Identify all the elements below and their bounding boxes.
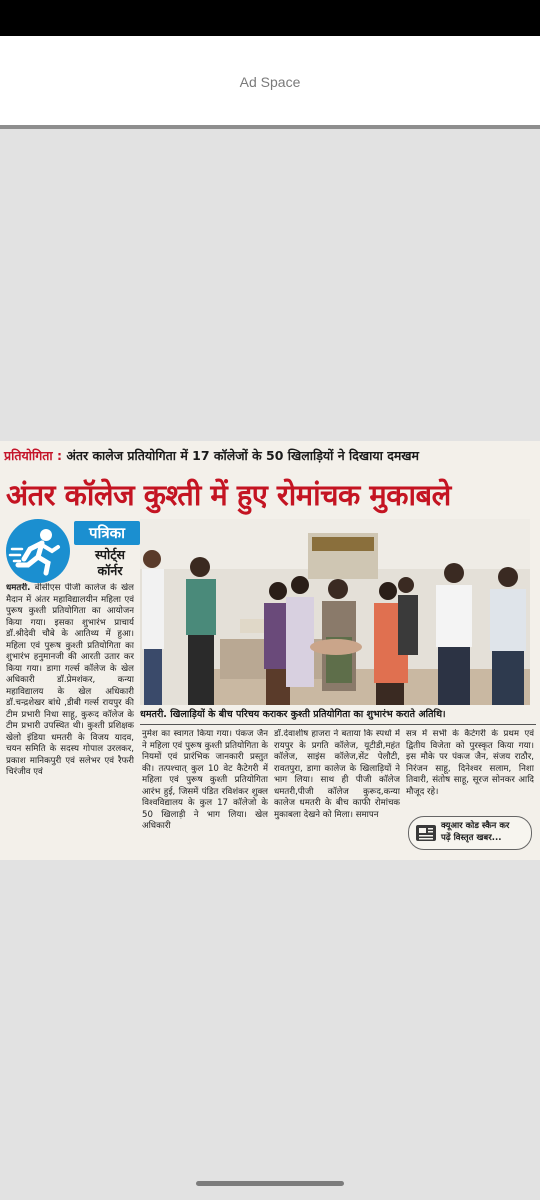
- article-column-2: नुमेश का स्वागत किया गया। पंकज जैन ने महिला एवं पुरूष कुश्ती प्रतियोगिता के नियमों एवं प्रारंभिक जानकारी प्रस्तुत की। तत्पश्चात् कुल 10 वेट कैटेगरी में महिला एवं पुरूष कुश्ती प्रतियोगिता आरंभ हुई, जिसमें पंडित रविशंकर शुक्ल विश्वविद्यालय के कुल 17 कॉलेजो के 50 खिलाड़ी ने भाग लिया। खेल अधिकारी: [142, 729, 268, 831]
- article-photo[interactable]: [140, 519, 530, 705]
- sports-label: स्पोर्ट्स: [95, 547, 125, 562]
- article-column-4: सत्र में सभी के कैटेगरी के प्रथम एवं द्वितीय विजेता को पुरस्कृत किया गया। इस मौके पर पंकज जैन, संजय राठौर, निरंजन साहू, दिनेश्वर सलाम, निशा तिवारी, संतोष साहू, सूरज सोनकर आदि मौजूद रहे।: [406, 729, 534, 797]
- ad-divider: [0, 125, 540, 129]
- qr-text-line-2: पढ़ें विस्तृत खबर...: [441, 833, 502, 843]
- caption-divider: [140, 724, 536, 725]
- photo-caption: धमतरी. खिलाड़ियों के बीच परिचय कराकर कुश्ती प्रतियोगिता का शुभारंभ कराते अतिथि।: [140, 709, 446, 720]
- newspaper-icon: [415, 823, 437, 843]
- corner-label: कॉर्नर: [97, 563, 123, 578]
- article-kicker: [4, 447, 419, 464]
- newspaper-clipping[interactable]: [0, 441, 540, 860]
- column-1-text: बीसीएस पीजी कालेज के खेल मैदान में अंतर महाविद्यालयीन महिला एवं पुरूष कुश्ती प्रतियोगिता का आयोजन किया गया। इसका शुभारंभ प्राचार्य डॉ.श्रीदेवी चौबे के आतिथ्य में हुआ। महिला एवं पुरूष कुश्ती प्रतियोगिता का शुभारंभ हनुमानजी की आरती उतार कर किया गया। डागा गर्ल्स कॉलेज के खेल अधिकारी डॉ.प्रेमशंकर, कन्या महाविद्यालय के खेल अधिकारी डॉ.चन्द्रशेखर बांधे ,डीबी गर्ल्स रायपुर की टीम प्रभारी निधा साहू, कुरूद कॉलेज के टीम प्रभारी उपस्थित थी। कुश्ती प्रशिक्षक खेलो इंडिया धमतरी के विजय यादव, चयन समिति के सदस्य गोपाल उरलकर, प्रकाश मानिकपुरी एवं सलेभर एवं रैफरी चिरंजीव एवं: [6, 583, 134, 777]
- kicker-text: अंतर कालेज प्रतियोगिता में 17 कॉलेजों के 50 खिलाड़ियों ने दिखाया दमखम: [66, 448, 420, 463]
- ad-banner[interactable]: [0, 36, 540, 126]
- ad-label: Ad Space: [239, 74, 301, 90]
- qr-text: [441, 820, 527, 844]
- qr-code-prompt[interactable]: [408, 816, 532, 850]
- article-headline: अंतर कॉलेज कुश्ती में हुए रोमांचक मुकाबले: [6, 478, 451, 512]
- sports-corner-label: [78, 547, 142, 579]
- qr-text-line-1: क्यूआर कोड स्कैन कर: [441, 821, 510, 831]
- article-column-3: डॉ.देवाशीष हाजरा ने बताया कि स्पर्धा में रायपुर के प्रगति कॉलेज, यूटीडी,महंत कॉलेज, साइंस कॉलेज,सेंट पेलौटी, रावतपुरा, डागा कालेज के खिलाड़ियों ने भाग लिया। साथ ही पीजी कॉलेज धमतरी,पीजी कॉलेज कुरूद,कन्या कालेज धमतरी के बीच काफी रोमांचक मुकाबला देखने को मिला। समापन: [274, 729, 400, 820]
- kicker-tag: प्रतियोगिता :: [4, 448, 62, 463]
- running-man-icon: [6, 519, 70, 583]
- status-bar: [0, 0, 540, 36]
- article-column-1: [6, 583, 134, 859]
- home-indicator[interactable]: [196, 1181, 344, 1186]
- dateline: धमतरी.: [6, 583, 31, 593]
- patrika-logo: पत्रिका: [74, 521, 140, 545]
